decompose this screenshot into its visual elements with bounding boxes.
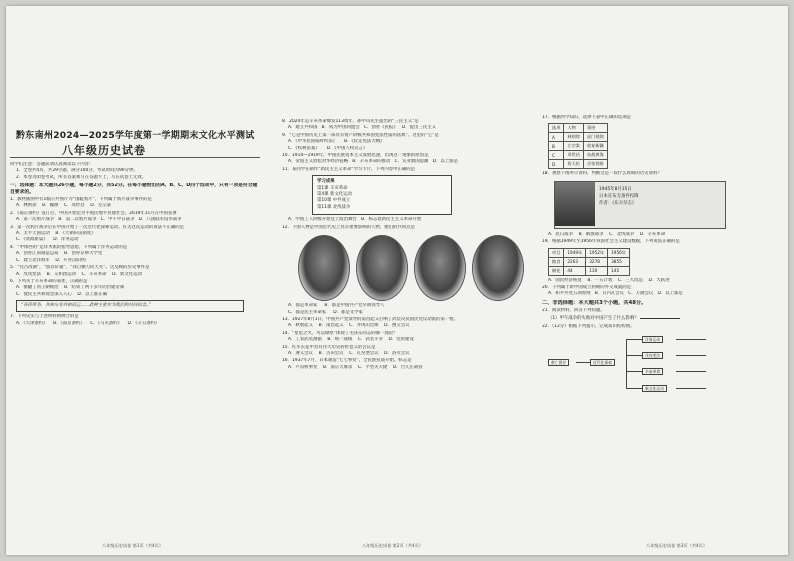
diagram-connector <box>576 362 590 363</box>
table-cell: 3855 <box>608 257 630 266</box>
quote-box: “吾侪所争，共和与非共和而已……此种主张实为我们的共同信念。” <box>16 300 244 312</box>
option: C．实业救国思潮 <box>394 159 429 165</box>
document-photo <box>555 182 595 226</box>
study-card-line: 第1课 辛亥革命 <box>317 185 348 191</box>
option: B．统一战线 <box>327 337 353 343</box>
portrait-image <box>356 235 408 301</box>
option: D．洋务运动 <box>53 237 79 243</box>
option: D．都是文学家 <box>333 309 363 315</box>
option: A．卢沟桥事变 <box>288 364 318 370</box>
option: C．邓世昌 <box>63 203 85 209</box>
table-cell: 血战黄海 <box>583 151 607 160</box>
option: B．魏源 <box>42 203 59 209</box>
question-stem: 4．“中体西用”是洋务派的指导思想，下列属于洋务运动的是 <box>10 244 128 250</box>
option: B．都是中国共产党早期领导人 <box>324 303 385 309</box>
notice-heading: 同学们注意：答题前请认真阅读以下内容： <box>10 162 94 167</box>
option: D．台儿庄战役 <box>392 364 423 370</box>
option: C．甲午中日战争 <box>100 217 135 223</box>
diagram-node: 新文化运动 <box>642 385 667 392</box>
table-cell: 44 <box>564 266 586 275</box>
option: B．《南京条约》 <box>53 320 85 326</box>
option: C．《资政新篇》 <box>16 237 48 243</box>
option: D．八国联军侵华战争 <box>138 217 182 223</box>
table-cell: 京张铁路 <box>583 160 607 169</box>
option: B．标志着新民主主义革命开始 <box>361 217 422 223</box>
table-cell: 詹天佑 <box>564 160 584 169</box>
option: A．遵义会议 <box>288 350 313 356</box>
question-options <box>10 217 262 223</box>
diagram-connector <box>626 339 642 340</box>
table-cell: 人物 <box>564 124 584 133</box>
question-options <box>10 321 262 327</box>
option: C．《权利法案》 <box>288 145 320 151</box>
diagram-node-left: 救亡图存 <box>548 359 569 366</box>
portrait-image <box>472 235 524 301</box>
column-1 <box>10 162 262 540</box>
table-row <box>549 248 630 257</box>
fill-in-prompt <box>542 314 786 322</box>
study-card-title: 学习成果 <box>317 179 335 185</box>
question-stem: 17．根据所学知识，选择下表中正确的选项是 <box>542 115 632 120</box>
option: A．抗日战争 <box>548 231 573 237</box>
table-cell: 2263 <box>564 257 586 266</box>
historical-document-image <box>554 181 726 229</box>
page-footer: 八年级历史试卷 第2页（共4页） <box>362 543 424 548</box>
table-cell: 林则徐 <box>564 133 584 142</box>
document-caption <box>595 182 643 228</box>
option: A．太平天国运动 <box>16 231 50 237</box>
option: C．平型关大捷 <box>357 364 388 370</box>
option: A．《天津条约》 <box>16 320 48 326</box>
option: C．北伐战争 <box>609 231 635 237</box>
answer-table <box>548 123 608 169</box>
option: A．工农武装割据 <box>288 337 322 343</box>
option: B．解放战争 <box>578 231 604 237</box>
data-table <box>548 248 630 276</box>
question-options <box>282 217 532 223</box>
option: B．南昌起义 <box>318 323 344 329</box>
diagram-connector <box>626 339 627 389</box>
diagram-connector <box>676 371 706 372</box>
option: A．建立共和国 <box>288 125 318 131</box>
question-stem: 21．阅读材料，回答下列问题。 <box>542 307 605 313</box>
diagram-node-center: 近代化探索 <box>590 359 615 366</box>
option: B．南京大屠杀 <box>322 364 353 370</box>
diagram-connector <box>676 355 706 356</box>
question-stem: 13．1927年8月1日，中国共产党领导的南昌起义打响了武装反抗国民党反动派的第一枪。 <box>282 316 459 322</box>
page-footer: 八年级历史试卷 第1页（共4页） <box>102 543 164 548</box>
option: B．日内瓦会议 <box>594 291 625 297</box>
option: C．使民主共和观念深入人心 <box>16 291 72 297</box>
option: C．武装斗争 <box>357 337 383 343</box>
fill-in-text: （1）甲午战争的失败对中国产生了什么影响？ <box>548 316 639 322</box>
diagram-connector <box>626 355 642 356</box>
option: D．左宗棠 <box>90 203 112 209</box>
question-stem: 20．下列属于新中国成立初期的外交成就的是 <box>542 285 632 291</box>
portrait-image <box>298 235 350 301</box>
option: B．辛亥革命的推动 <box>352 159 391 165</box>
option: C．瓦窑堡会议 <box>349 350 379 356</box>
option: C．都是民主革命家 <box>288 309 327 315</box>
option: C．创办《民报》 <box>363 125 398 131</box>
table-cell: B <box>549 142 564 151</box>
diagram-connector <box>676 388 706 389</box>
table-cell: 事迹 <box>583 124 607 133</box>
option: A．《中华民国临时约法》 <box>288 139 338 145</box>
document-text: 日本宣布无条件投降 <box>599 193 639 199</box>
option: D．党的建设 <box>388 337 414 343</box>
option: A．都是革命家 <box>288 303 318 309</box>
table-cell: 左宗棠 <box>564 142 584 151</box>
table-row <box>549 257 630 266</box>
question-options <box>542 278 786 284</box>
table-cell: 邓世昌 <box>564 151 584 160</box>
question-stem: 9．“它是中国历史上第一部具有资产阶级共和国宪法性质的法典”。这里的“它”是 <box>282 132 439 138</box>
option: B．一五计划 <box>587 277 613 283</box>
table-cell: A <box>549 133 564 142</box>
diagram-connector <box>626 371 642 372</box>
table-cell: 1952年 <box>586 248 608 257</box>
question-options <box>282 125 532 131</box>
option: A．推翻了清王朝统治 <box>16 285 59 291</box>
question-options <box>542 291 786 297</box>
table-cell: 选项 <box>549 124 564 133</box>
document-author: 作者：《东方杂志》 <box>599 200 637 206</box>
table-cell: 项目 <box>549 248 564 257</box>
option: D．遵义会议 <box>384 323 410 329</box>
table-cell: 130 <box>586 266 608 275</box>
table-row <box>549 124 608 133</box>
question-stem: 22．（12分）根据下列提示，完成知识结构图。 <box>542 323 635 329</box>
diagram-node: 辛亥革命 <box>642 368 663 375</box>
page-footer: 八年级历史试卷 第3页（共4页） <box>646 543 708 548</box>
question-options <box>282 323 532 329</box>
table-cell: D <box>549 160 564 169</box>
diagram-node: 戊戌变法 <box>642 352 663 359</box>
question-stem: 6．下列关于辛亥革命的表述，正确的是 <box>10 278 88 284</box>
exam-sheet <box>6 6 788 555</box>
table-cell: 1956年 <box>608 248 630 257</box>
option: D．以上都正确 <box>77 291 108 297</box>
question-options <box>282 365 532 371</box>
option: D．以上都是 <box>432 159 458 165</box>
exam-title-line2: 八年级历史试卷 <box>62 144 146 157</box>
diagram-node: 洋务运动 <box>642 336 663 343</box>
question-stem: 11．某同学在制作“新民主主义革命”学习卡片，下列内容中正确的是 <box>282 166 416 172</box>
exam-title-line1: 黔东南州2024—2025学年度第一学期期末文化水平测试 <box>16 131 255 141</box>
question-stem: 15．红军长征中具有伟大历史转折意义的会议是 <box>282 344 376 350</box>
question-stem: 12．下图人物是中国近代史上具有重要影响的人物，他们的共同点是 <box>282 224 415 230</box>
title-divider <box>10 157 260 158</box>
portrait-row <box>298 235 532 301</box>
table-cell: C <box>549 151 564 160</box>
option: B．《天朝田亩制度》 <box>55 231 96 237</box>
question-options <box>10 258 262 264</box>
option: A．第一次鸦片战争 <box>16 217 55 223</box>
table-cell: 收复新疆 <box>583 142 607 151</box>
option: D．新文化运动 <box>112 271 142 277</box>
question-options <box>282 310 532 316</box>
option: A．创办江南制造总局 <box>16 251 59 257</box>
option: D．洛川会议 <box>384 350 410 356</box>
question-stem: 19．根据1949年至1956年我国社会主义建设数据，下列说法正确的是 <box>542 239 680 245</box>
question-stem: 16．1937年7月，日本制造“七七事变”，全民族抗战开始。标志是 <box>282 358 412 364</box>
question-stem: 5．“托古改制”，“血荐轩辕”，“我自横刀向天笑”。这反映的历史事件是 <box>10 265 150 271</box>
option: B．《钦定宪法大纲》 <box>344 139 385 145</box>
option: A．帝国主义放松对华经济侵略 <box>288 159 349 165</box>
question-stem: 10．1914—1919年，中国民族资本主义发展迅速，出现这一现象的原因是 <box>282 153 429 159</box>
column-3 <box>542 114 786 540</box>
question-stem: 2．《南京条约》签订后，中国开始沦为半殖民地半封建社会。2019年11月在中国签署 <box>10 210 177 216</box>
question-options <box>282 146 532 152</box>
table-row <box>549 142 608 151</box>
option: B．义和团运动 <box>46 271 76 277</box>
table-cell: 虎门销烟 <box>583 133 607 142</box>
column-2 <box>282 118 532 540</box>
option: B．古田会议 <box>318 350 344 356</box>
table-row <box>549 151 608 160</box>
section2-heading: 二、非选择题：本大题共3个小题，共48分。 <box>542 299 647 306</box>
option: B．创办京师大学堂 <box>64 251 103 257</box>
answer-blank[interactable] <box>640 314 680 319</box>
table-cell: 145 <box>608 266 630 275</box>
study-card-line: 第10课 中共成立 <box>317 198 351 204</box>
option: D．《辛丑条约》 <box>127 320 160 326</box>
option: C．《马关条约》 <box>90 320 122 326</box>
option: D．提出三民主义 <box>401 125 436 131</box>
option: B．第二次鸦片战争 <box>58 217 97 223</box>
option: A．戊戌变法 <box>16 271 41 277</box>
question-options <box>10 237 262 243</box>
option: D．辛亥革命 <box>639 231 666 237</box>
study-card-line: 第11课 北伐战争 <box>317 204 351 210</box>
question-options <box>10 272 262 278</box>
question-stem: 8．2024年是辛亥革命爆发113周年，孙中山先生提出的“三民主义”是 <box>282 119 419 124</box>
table-cell: 1949年 <box>564 248 586 257</box>
option: C．井冈山会师 <box>349 323 379 329</box>
table-cell: 粮食 <box>549 257 564 266</box>
question-options <box>10 292 262 298</box>
knowledge-structure-diagram <box>548 333 768 395</box>
notice-item: 1．全卷共4页，共29小题，满分100分，考试时间为90分钟。 <box>16 168 138 174</box>
option: B．成为中国同盟会 <box>321 125 360 131</box>
question-stem: 14．“星星之火，可以燎原”体现了毛泽东同志的哪一理论？ <box>282 330 398 336</box>
table-cell: 棉花 <box>549 266 564 275</box>
question-options <box>542 232 786 238</box>
question-options <box>282 159 532 165</box>
option: C．建立北洋海军 <box>16 257 50 263</box>
question-options <box>282 351 532 357</box>
question-stem: 7．下列史实与上述材料相吻合的是 <box>10 314 79 320</box>
table-row <box>549 160 608 169</box>
option: A．林则徐 <box>16 203 37 209</box>
option: D．大跃进 <box>648 277 670 283</box>
diagram-connector <box>676 339 706 340</box>
table-row <box>549 266 630 275</box>
diagram-connector <box>626 388 642 389</box>
study-card-line: 第4课 新文化运动 <box>317 192 352 198</box>
option: A．秋收起义 <box>288 323 313 329</box>
document-date: 1945年8月15日 <box>599 186 632 192</box>
option: D．开办汉阳铁厂 <box>55 257 90 263</box>
section1-heading: 一、选择题：本大题共26小题，每小题2分，共52分。在每小题给出的A、B、C、D四个选项中，只有一项是符合题目要求的。 <box>10 183 258 195</box>
question-options <box>10 203 262 209</box>
option: C．三大改造 <box>617 277 643 283</box>
question-stem: 1．教材插图中有1幅公共图片为“国耻鸦片”，下列属于鸦片战争事件的是 <box>10 197 152 203</box>
table-cell: 3278 <box>586 257 608 266</box>
option: C．万隆会议 <box>628 291 654 297</box>
option: A．国民经济恢复 <box>548 277 582 283</box>
question-options <box>282 337 532 343</box>
option: D．《中国人权宣言》 <box>326 145 368 151</box>
study-card <box>312 175 452 215</box>
table-row <box>549 133 608 142</box>
option: B．结束了两千多年的封建帝制 <box>64 285 125 291</box>
question-stem: 3．第一次鸦片战争后在中国开始了一次近代化探索运动。有关这次运动的说法不正确的是 <box>10 224 185 230</box>
option: A．中国工人阶级开始登上政治舞台 <box>288 217 357 223</box>
option: C．辛亥革命 <box>81 271 107 277</box>
notice-item: 2．本卷为闭卷考试，所有答案须写在答题卡上，写在试卷上无效。 <box>16 174 147 180</box>
option: A．和平共处五项原则 <box>548 291 591 297</box>
option: D．以上都是 <box>657 291 683 297</box>
portrait-image <box>414 235 466 301</box>
question-stem: 18．观察下图所示资料，判断这是一段什么时期的历史资料？ <box>542 171 662 177</box>
